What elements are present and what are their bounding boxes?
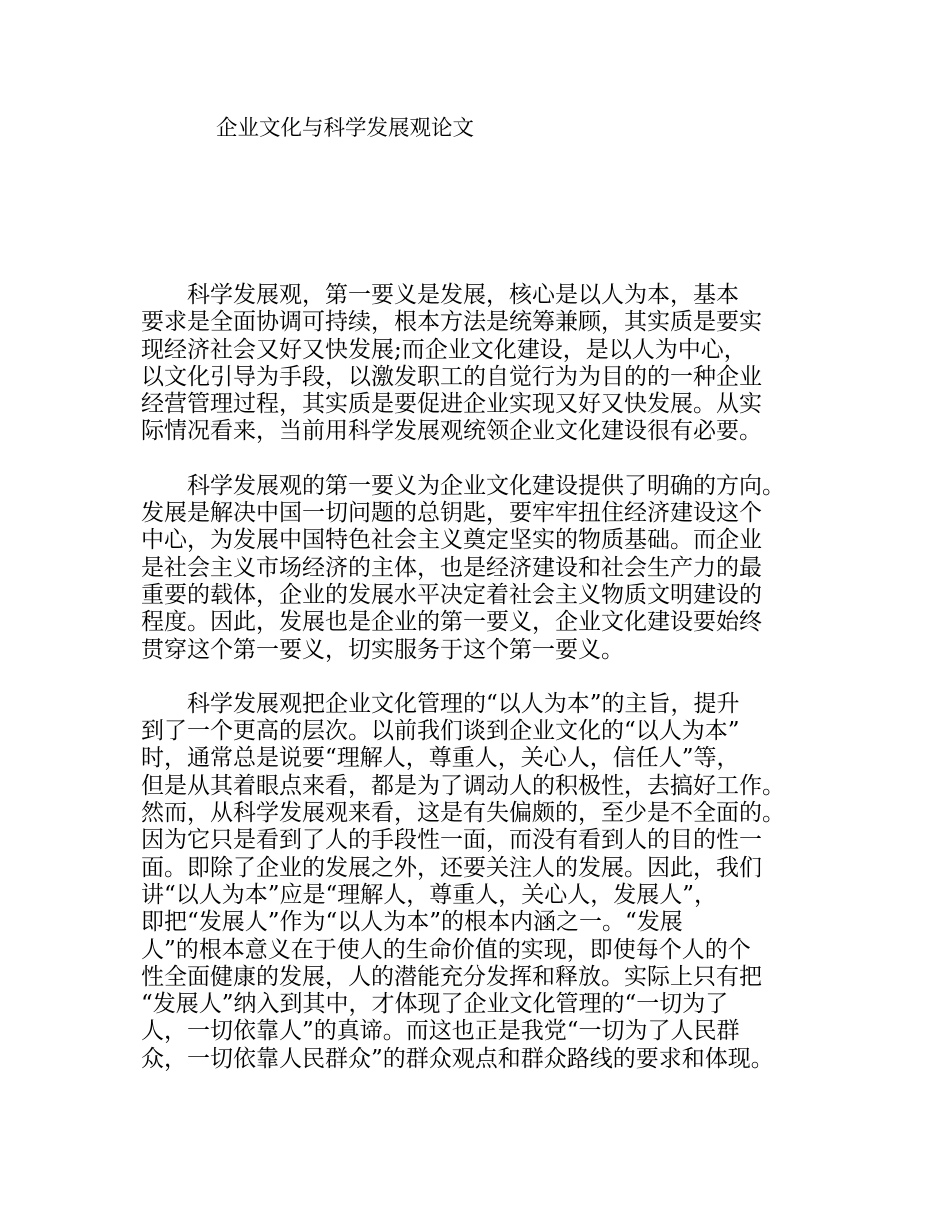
paragraph-3 bbox=[141, 691, 841, 1073]
text-line: 科学发展观，第一要义是发展，核心是以人为本，基本 bbox=[141, 282, 739, 308]
text-line: 人，一切依靠人”的真谛。而这也正是我党“一切为了人民群 bbox=[141, 1018, 740, 1045]
text-line: 科学发展观把企业文化管理的“以人为本”的主旨，提升 bbox=[141, 690, 740, 717]
text-line: 但是从其着眼点来看，都是为了调动人的积极性，去搞好工作。 bbox=[141, 772, 785, 799]
text-line: 是社会主义市场经济的主体，也是经济建设和社会生产力的最 bbox=[141, 554, 762, 581]
text-line: 人”的根本意义在于使人的生命价值的实现，即使每个人的个 bbox=[141, 936, 751, 963]
text-line: 重要的载体，企业的发展水平决定着社会主义物质文明建设的 bbox=[141, 581, 762, 608]
text-line: 程度。因此，发展也是企业的第一要义，企业文化建设要始终 bbox=[141, 609, 762, 636]
text-line: 众，一切依靠人民群众”的群众观点和群众路线的要求和体现。 bbox=[141, 1045, 774, 1072]
text-line: 因为它只是看到了人的手段性一面，而没有看到人的目的性一 bbox=[141, 827, 762, 854]
text-line: 发展是解决中国一切问题的总钥匙，要牢牢扭住经济建设这个 bbox=[141, 500, 762, 527]
document-body bbox=[141, 282, 841, 1100]
text-line: 到了一个更高的层次。以前我们谈到企业文化的“以人为本” bbox=[141, 718, 740, 745]
text-line: 要求是全面协调可持续，根本方法是统筹兼顾，其实质是要实 bbox=[141, 309, 762, 336]
text-line: 即把“发展人”作为“以人为本”的根本内涵之一。“发展 bbox=[141, 909, 683, 936]
text-line: 中心，为发展中国特色社会主义奠定坚实的物质基础。而企业 bbox=[141, 527, 762, 554]
text-line: 然而，从科学发展观来看，这是有失偏颇的，至少是不全面的。 bbox=[141, 800, 785, 827]
text-line: 经营管理过程，其实质是要促进企业实现又好又快发展。从实 bbox=[141, 391, 762, 418]
text-line: 性全面健康的发展，人的潜能充分发挥和释放。实际上只有把 bbox=[141, 963, 762, 990]
text-line: 科学发展观的第一要义为企业文化建设提供了明确的方向。 bbox=[141, 472, 785, 499]
text-line: 际情况看来，当前用科学发展观统领企业文化建设很有必要。 bbox=[141, 418, 762, 445]
text-line: 贯穿这个第一要义，切实服务于这个第一要义。 bbox=[141, 636, 624, 663]
text-line: 面。即除了企业的发展之外，还要关注人的发展。因此，我们 bbox=[141, 854, 762, 881]
paragraph-1 bbox=[141, 282, 841, 446]
document-title: 企业文化与科学发展观论文 bbox=[216, 116, 475, 141]
text-line: 现经济社会又好又快发展;而企业文化建设，是以人为中心， bbox=[141, 336, 747, 363]
text-line: 时，通常总是说要“理解人，尊重人，关心人，信任人”等， bbox=[141, 745, 740, 772]
paragraph-2 bbox=[141, 473, 841, 664]
text-line: “发展人”纳入到其中，才体现了企业文化管理的“一切为了 bbox=[141, 991, 729, 1018]
text-line: 讲“以人为本”应是“理解人，尊重人，关心人，发展人”， bbox=[141, 881, 718, 908]
text-line: 以文化引导为手段，以激发职工的自觉行为为目的的一种企业 bbox=[141, 363, 762, 390]
